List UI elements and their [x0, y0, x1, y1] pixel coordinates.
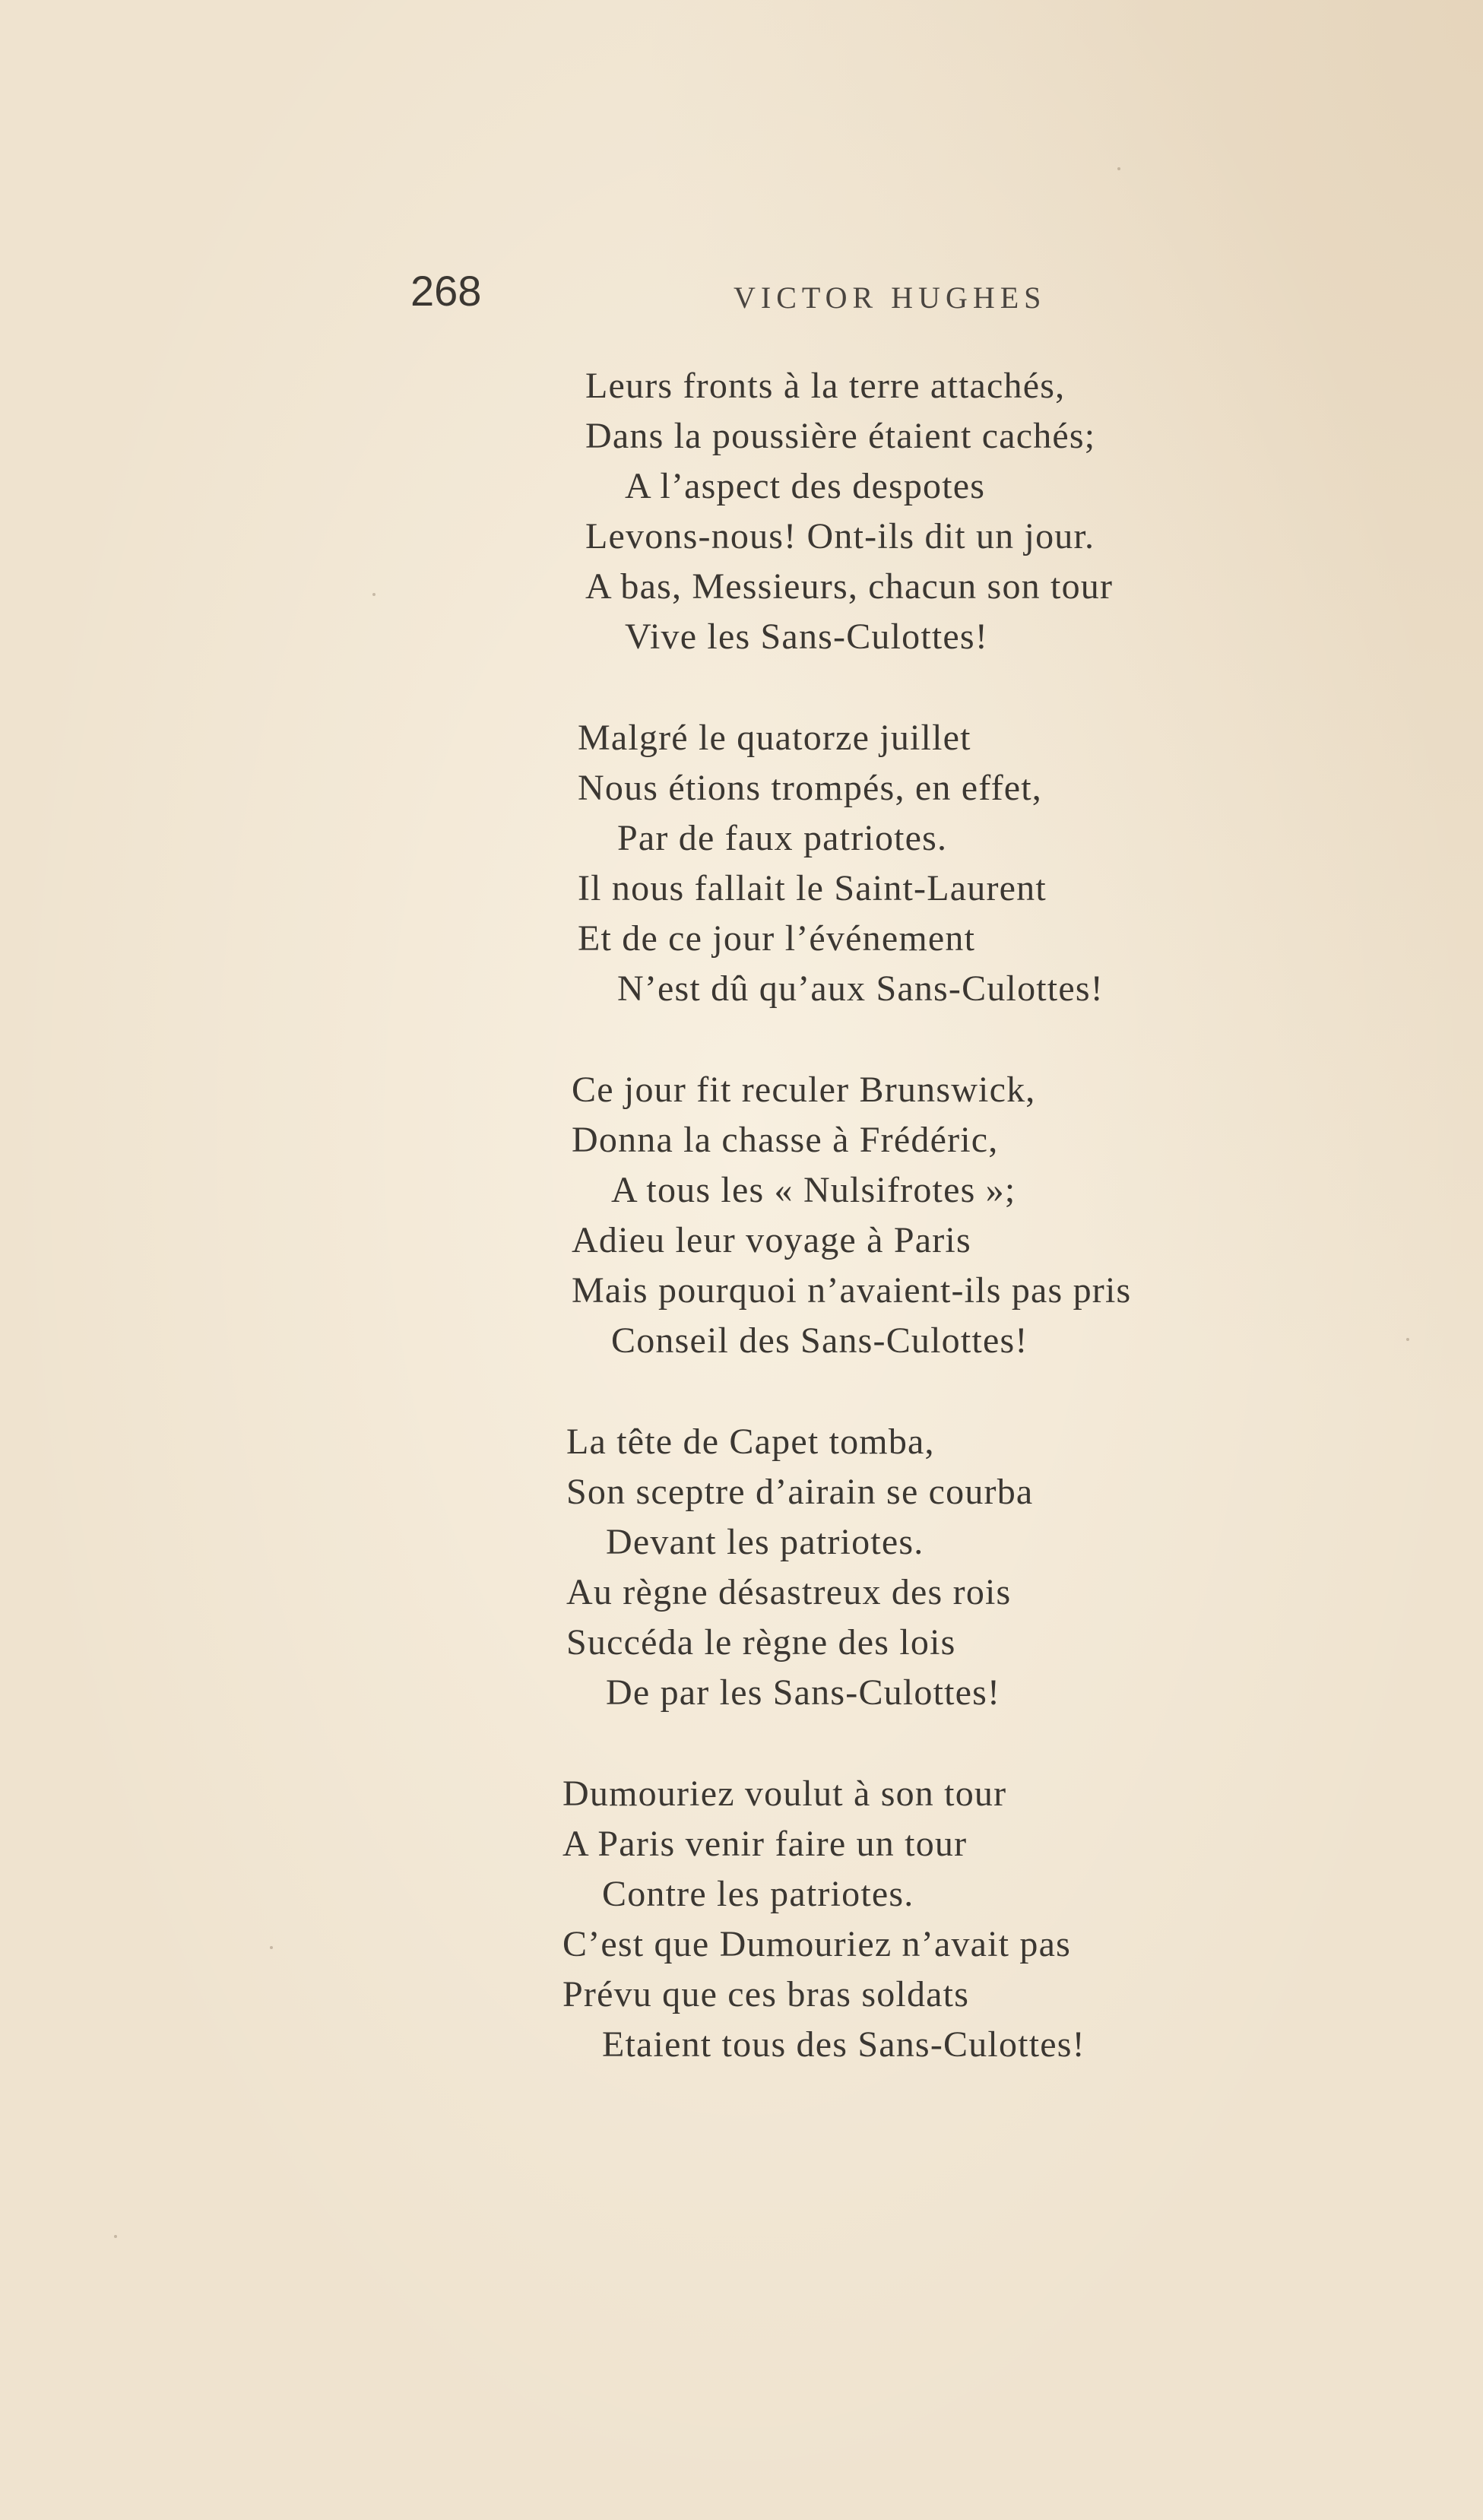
- poem-line: Dans la poussière étaient cachés;: [585, 416, 1096, 456]
- stanza: [572, 1065, 1323, 1366]
- poem-line: N’est dû qu’aux Sans-Culottes!: [617, 968, 1104, 1009]
- poem-line: Leurs fronts à la terre attachés,: [585, 366, 1066, 406]
- poem-line: Levons-nous! Ont-ils dit un jour.: [585, 516, 1095, 556]
- paper-speck: [372, 593, 376, 596]
- poem-line: A tous les « Nulsifrotes »;: [611, 1170, 1016, 1210]
- poem-line: Donna la chasse à Frédéric,: [572, 1120, 999, 1160]
- poem-line: Dumouriez voulut à son tour: [562, 1774, 1007, 1814]
- poem-line: Succéda le règne des lois: [566, 1622, 956, 1663]
- poem-line: Son sceptre d’airain se courba: [566, 1472, 1034, 1512]
- page-header: [410, 266, 1095, 319]
- stanza: [566, 1417, 1323, 1718]
- stanza: [562, 1769, 1323, 2070]
- paper-speck: [270, 1946, 273, 1949]
- running-head: VICTOR HUGHES: [734, 281, 1047, 315]
- poem: [562, 361, 1323, 2121]
- poem-line: A bas, Messieurs, chacun son tour: [585, 566, 1114, 607]
- poem-line: Etaient tous des Sans-Culottes!: [602, 2024, 1085, 2065]
- poem-line: Vive les Sans-Culottes!: [625, 617, 988, 657]
- stanza: [585, 361, 1323, 662]
- poem-line: Contre les patriotes.: [602, 1874, 914, 1914]
- poem-line: Devant les patriotes.: [606, 1522, 924, 1562]
- paper-speck: [1117, 167, 1120, 170]
- poem-line: Par de faux patriotes.: [617, 818, 948, 858]
- poem-line: Prévu que ces bras soldats: [562, 1974, 970, 2014]
- poem-line: Et de ce jour l’événement: [578, 918, 976, 959]
- poem-line: La tête de Capet tomba,: [566, 1422, 935, 1462]
- poem-line: Adieu leur voyage à Paris: [572, 1220, 971, 1260]
- paper-speck: [1406, 1338, 1409, 1341]
- poem-line: A l’aspect des despotes: [625, 466, 986, 506]
- stanza: [578, 713, 1323, 1014]
- poem-line: A Paris venir faire un tour: [562, 1824, 968, 1864]
- page-number: 268: [410, 267, 482, 315]
- poem-line: Mais pourquoi n’avaient-ils pas pris: [572, 1270, 1132, 1311]
- poem-line: Ce jour fit reculer Brunswick,: [572, 1070, 1036, 1110]
- paper-speck: [114, 2235, 117, 2238]
- poem-line: C’est que Dumouriez n’avait pas: [562, 1924, 1072, 1964]
- poem-line: Au règne désastreux des rois: [566, 1572, 1012, 1612]
- poem-line: Il nous fallait le Saint-Laurent: [578, 868, 1047, 908]
- poem-line: Malgré le quatorze juillet: [578, 718, 971, 758]
- poem-line: Nous étions trompés, en effet,: [578, 768, 1042, 808]
- poem-line: De par les Sans-Culottes!: [606, 1672, 1001, 1713]
- poem-line: Conseil des Sans-Culottes!: [611, 1320, 1028, 1361]
